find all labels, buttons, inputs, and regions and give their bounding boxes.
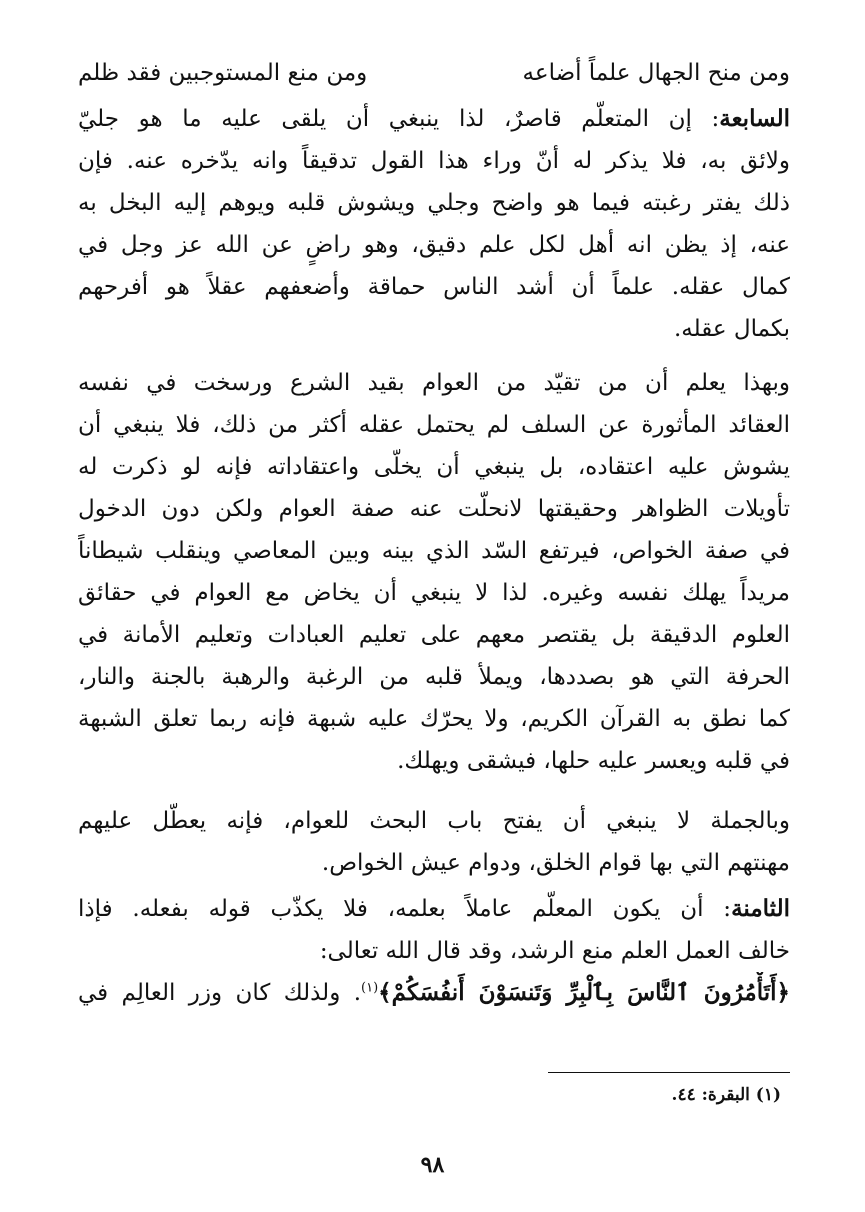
paragraph-line: العقائد المأثورة عن السلف لم يحتمل عقله أكثر من ذلك، فلا ينبغي أن [78,412,790,438]
section-lead-eighth: الثامنة [731,895,790,922]
paragraph-line: كما نطق به القرآن الكريم، ولا يحرّك عليه شبهة فإنه ربما تعلق الشبهة [78,706,790,732]
verse-hemistich-second: ومن منع المستوجبين فقد ظلم [78,60,368,86]
paragraph-eighth [78,888,790,1014]
page-number: ٩٨ [420,1152,445,1178]
footnote-reference: (١) [361,980,379,996]
paragraph-line: كمال عقله. علماً أن أشد الناس حماقة وأضعفهم عقلاً هو أفرحهم [78,274,790,300]
paragraph-line: عنه، إذ يظن انه أهل لكل علم دقيق، وهو راضٍ عن الله عز وجل في [78,232,790,258]
footnote-divider [548,1072,790,1073]
paragraph-line: وبهذا يعلم أن من تقيّد من العوام بقيد الشرع ورسخت في نفسه [78,370,790,396]
paragraph-line: السابعة: إن المتعلّم قاصرٌ، لذا ينبغي أن يلقى عليه ما هو جليّ [78,105,790,132]
verse-hemistich-first: ومن منح الجهال علماً أضاعه [522,60,790,86]
paragraph-line: بكمال عقله. [673,316,790,342]
section-lead-seventh: السابعة [719,105,790,132]
paragraph-line: ولائق به، فلا يذكر له أنّ وراء هذا القول تدقيقاً وانه يدّخره عنه. فإن [78,148,790,174]
paragraph-seventh [78,98,790,350]
paragraph-line: تأويلات الظواهر وحقيقتها لانحلّت عنه صفة العوام ولكن دون الدخول [78,496,790,522]
paragraph-line: ﴿أَتَأْمُرُونَ ٱلنَّاسَ بِٱلْبِرِّ وَتَنسَوْنَ أَنفُسَكُمْ﴾$^{(١)}$. ولذلك كان وزر العالِم في [78,979,790,1006]
paragraph-in-sum [78,800,790,884]
paragraph-line: في قلبه ويعسر عليه حلها، فيشقى ويهلك. [397,748,790,774]
paragraph-line: يشوش عليه اعتقاده، بل ينبغي أن يخلّى واعتقاداته فإنه لو ذكرت له [78,454,790,480]
paragraph-line: العلوم الدقيقة بل يقتصر معهم على تعليم العبادات وتعليم الأمانة في [78,622,790,648]
quran-quote: ﴿أَتَأْمُرُونَ ٱلنَّاسَ بِٱلْبِرِّ وَتَنسَوْنَ أَنفُسَكُمْ﴾ [378,979,790,1006]
paragraph-line: مريداً يهلك نفسه وغيره. لذا لا ينبغي أن يخاض مع العوام في حقائق [78,580,790,606]
paragraph-line: مهنتهم التي بها قوام الخلق، ودوام عيش الخواص. [321,850,790,876]
paragraph-line: الثامنة: أن يكون المعلّم عاملاً بعلمه، فلا يكذّب قوله بفعله. فإذا [78,895,790,922]
paragraph-line: ذلك يفتر رغبته فيما هو واضح وجلي ويشوش قلبه ويوهم إليه البخل به [78,190,790,216]
footnote: (١) البقرة: ٤٤. [671,1085,781,1105]
paragraph-line: خالف العمل العلم منع الرشد، وقد قال الله تعالى: [319,938,790,964]
paragraph-line: في صفة الخواص، فيرتفع السّد الذي بينه وبين المعاصي وينقلب شيطاناً [78,538,790,564]
paragraph-line: الحرفة التي هو بصددها، ويملأ قلبه من الرغبة والرهبة بالجنة والنار، [78,664,790,690]
paragraph-common-people [78,362,790,782]
paragraph-line: وبالجملة لا ينبغي أن يفتح باب البحث للعوام، فإنه يعطّل عليهم [78,808,790,834]
poetry-verse [78,52,790,94]
